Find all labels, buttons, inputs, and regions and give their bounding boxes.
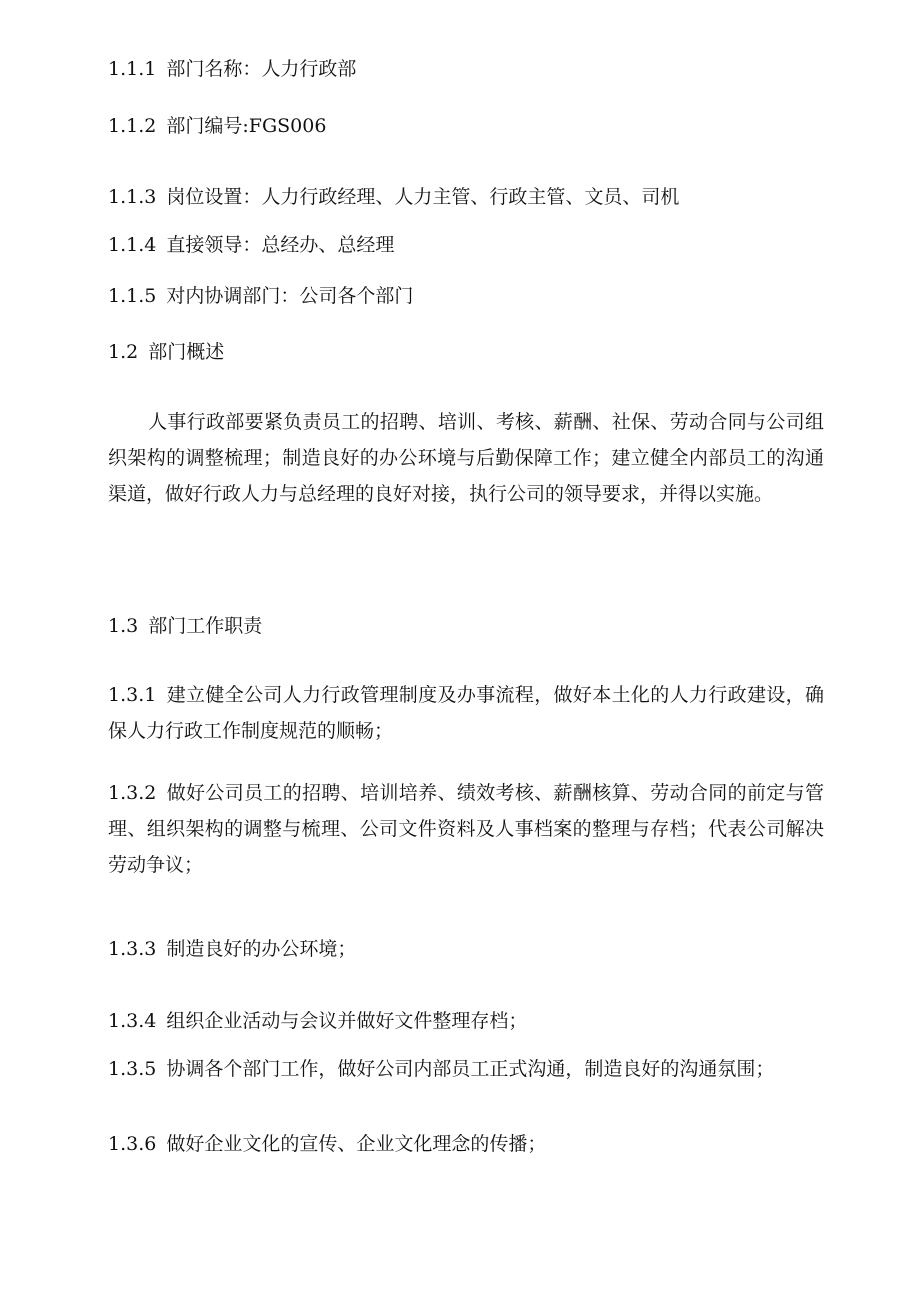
- item-1-1-3: [108, 184, 679, 210]
- item-number: 1.1.2: [108, 115, 157, 137]
- item-1-1-1: [108, 56, 356, 82]
- duty-number: 1.3.3: [108, 938, 157, 960]
- duty-text: 组织企业活动与会议并做好文件整理存档；: [166, 1010, 528, 1032]
- item-text: 部门编号:FGS006: [166, 115, 327, 137]
- duty-1-3-5: [108, 1056, 774, 1082]
- item-1-1-2: [108, 113, 326, 139]
- item-text: 部门名称：人力行政部: [166, 58, 357, 80]
- item-1-1-4: [108, 232, 394, 258]
- section-title: 部门概述: [148, 341, 225, 363]
- duty-number: 1.3.5: [108, 1058, 157, 1080]
- section-number: 1.3: [108, 615, 139, 637]
- duty-number: 1.3.4: [108, 1010, 157, 1032]
- item-text: 直接领导：总经办、总经理: [166, 234, 395, 256]
- duty-1-3-2: [108, 775, 824, 883]
- item-number: 1.1.1: [108, 58, 157, 80]
- section-heading-1-3: [108, 613, 262, 639]
- duty-1-3-1: [108, 677, 824, 749]
- item-1-1-5: [108, 283, 413, 309]
- section-heading-1-2: [108, 339, 224, 365]
- duty-text: 建立健全公司人力行政管理制度及办事流程，做好本土化的人力行政建设，确保人力行政工作制度规范的顺畅；: [108, 684, 824, 742]
- duty-text: 协调各个部门工作，做好公司内部员工正式沟通，制造良好的沟通氛围；: [166, 1058, 775, 1080]
- duty-1-3-3: [108, 936, 356, 962]
- overview-paragraph: 人事行政部要紧负责员工的招聘、培训、考核、薪酬、社保、劳动合同与公司组织架构的调整梳理；制造良好的办公环境与后勤保障工作；建立健全内部员工的沟通渠道，做好行政人力与总经理的良好对接，执行公司的领导要求，并得以实施。: [108, 411, 824, 505]
- duty-1-3-6: [108, 1131, 546, 1157]
- section-number: 1.2: [108, 341, 139, 363]
- duty-1-3-4: [108, 1008, 527, 1034]
- section-title: 部门工作职责: [148, 615, 263, 637]
- item-text: 岗位设置：人力行政经理、人力主管、行政主管、文员、司机: [166, 186, 680, 208]
- duty-text: 制造良好的办公环境；: [166, 938, 357, 960]
- item-number: 1.1.4: [108, 234, 157, 256]
- item-text: 对内协调部门：公司各个部门: [166, 285, 414, 307]
- duty-text: 做好公司员工的招聘、培训培养、绩效考核、薪酬核算、劳动合同的前定与管理、组织架构的调整与梳理、公司文件资料及人事档案的整理与存档；代表公司解决劳动争议；: [108, 782, 824, 876]
- item-number: 1.1.5: [108, 285, 157, 307]
- duty-number: 1.3.6: [108, 1133, 157, 1155]
- duty-number: 1.3.2: [108, 782, 157, 804]
- duty-number: 1.3.1: [108, 684, 157, 706]
- item-number: 1.1.3: [108, 186, 157, 208]
- duty-text: 做好企业文化的宣传、企业文化理念的传播；: [166, 1133, 547, 1155]
